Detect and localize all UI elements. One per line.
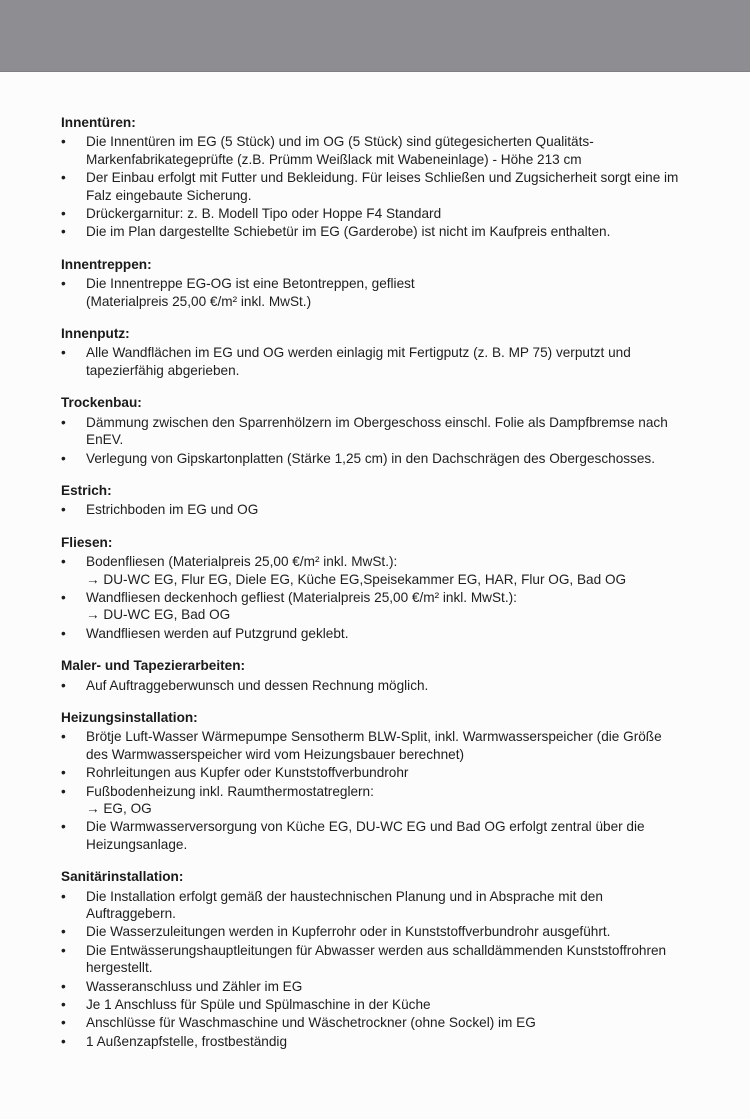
section-heading: Maler- und Tapezierarbeiten: — [61, 658, 246, 674]
list-item-line: Anschlüsse für Waschmaschine und Wäschetrockner (ohne Sockel) im EG — [86, 1015, 536, 1031]
list-item-line: Auftraggebern. — [86, 906, 176, 922]
list-item-line: Rohrleitungen aus Kupfer oder Kunststoffverbundrohr — [86, 765, 409, 781]
bullet-icon: • — [61, 997, 66, 1013]
bullet-icon: • — [61, 888, 66, 904]
list-item-line: Der Einbau erfolgt mit Futter und Bekleidung. Für leises Schließen und Zugsicherheit sorgt eine im — [86, 170, 679, 186]
bullet-icon: • — [61, 170, 66, 186]
bullet-icon: • — [61, 134, 66, 150]
list-item — [61, 996, 721, 1013]
section — [61, 534, 721, 642]
list-item — [61, 344, 721, 379]
section-heading: Innentreppen: — [61, 256, 152, 272]
list-item-line: (Materialpreis 25,00 €/m² inkl. MwSt.) — [86, 293, 312, 309]
list-item — [61, 764, 721, 781]
bullet-list — [61, 728, 721, 853]
bullet-icon: • — [61, 589, 66, 605]
list-item-line: Drückergarnitur: z. B. Modell Tipo oder Hoppe F4 Standard — [86, 206, 442, 222]
list-item-line: Die Entwässerungshauptleitungen für Abwasser werden aus schalldämmenden Kunststoffrohren — [86, 942, 667, 958]
list-item-line: Fußbodenheizung inkl. Raumthermostatreglern: — [86, 783, 374, 799]
list-item — [61, 205, 721, 222]
bullet-icon: • — [61, 677, 66, 693]
bullet-icon: • — [61, 450, 66, 466]
list-item — [61, 450, 721, 467]
list-item-line: Alle Wandflächen im EG und OG werden einlagig mit Fertigputz (z. B. MP 75) verputzt und — [86, 345, 631, 361]
list-item — [61, 223, 721, 240]
bullet-icon: • — [61, 924, 66, 940]
list-item — [61, 1033, 721, 1050]
list-item-line: Die Innentreppe EG-OG ist eine Betontreppen, gefliest — [86, 276, 415, 292]
list-item — [61, 169, 721, 204]
section — [61, 325, 721, 379]
list-item-line: Je 1 Anschluss für Spüle und Spülmaschine in der Küche — [86, 997, 431, 1013]
list-item-line: Wandfliesen werden auf Putzgrund geklebt. — [86, 625, 349, 641]
bullet-list — [61, 677, 721, 694]
bullet-list — [61, 275, 721, 310]
list-item-line: Die Innentüren im EG (5 Stück) und im OG (5 Stück) sind gütegesicherten Qualitäts- — [86, 134, 594, 150]
list-item — [61, 728, 721, 763]
section-heading: Innenputz: — [61, 326, 130, 342]
top-bar — [0, 0, 750, 72]
list-item — [61, 589, 721, 624]
list-item — [61, 783, 721, 818]
bullet-icon: • — [61, 1033, 66, 1049]
list-item — [61, 942, 721, 977]
list-item-line: → DU-WC EG, Bad OG — [86, 607, 231, 623]
section-heading: Trockenbau: — [61, 395, 142, 411]
list-item-line: Die Installation erfolgt gemäß der haustechnischen Planung und in Absprache mit den — [86, 888, 603, 904]
bullet-icon: • — [61, 1015, 66, 1031]
list-item — [61, 818, 721, 853]
bullet-icon: • — [61, 414, 66, 430]
bullet-icon: • — [61, 783, 66, 799]
list-item-line: Wandfliesen deckenhoch gefliest (Materialpreis 25,00 €/m² inkl. MwSt.): — [86, 589, 517, 605]
section — [61, 114, 721, 241]
bullet-icon: • — [61, 819, 66, 835]
section — [61, 657, 721, 694]
bullet-icon: • — [61, 206, 66, 222]
section-heading: Sanitärinstallation: — [61, 869, 184, 885]
bullet-list — [61, 888, 721, 1051]
bullet-list — [61, 501, 721, 518]
list-item-line: → EG, OG — [86, 801, 152, 816]
list-item — [61, 677, 721, 694]
bullet-list — [61, 133, 721, 240]
bullet-icon: • — [61, 224, 66, 240]
list-item-line: hergestellt. — [86, 960, 153, 976]
list-item — [61, 888, 721, 923]
list-item-line: → DU-WC EG, Flur EG, Diele EG, Küche EG,Speisekammer EG, HAR, Flur OG, Bad OG — [86, 571, 627, 587]
section-heading: Heizungsinstallation: — [61, 709, 198, 725]
section-heading: Estrich: — [61, 482, 112, 498]
section-heading: Innentüren: — [61, 115, 136, 130]
bullet-icon: • — [61, 502, 66, 518]
list-item — [61, 923, 721, 940]
list-item — [61, 1014, 721, 1031]
section — [61, 709, 721, 853]
section-heading: Fliesen: — [61, 534, 113, 550]
list-item-line: 1 Außenzapfstelle, frostbeständig — [86, 1033, 288, 1049]
list-item-line: Die im Plan dargestellte Schiebetür im EG (Garderobe) ist nicht im Kaufpreis enthalten. — [86, 224, 611, 240]
list-item-line: Markenfabrikategeprüfte (z.B. Prümm Weißlack mit Wabeneinlage) - Höhe 213 cm — [86, 151, 582, 167]
list-item-line: Brötje Luft-Wasser Wärmepumpe Sensotherm BLW-Split, inkl. Warmwasserspeicher (die Größe — [86, 729, 662, 745]
section — [61, 482, 721, 519]
list-item — [61, 553, 721, 588]
bullet-icon: • — [61, 554, 66, 570]
bullet-list — [61, 553, 721, 642]
bullet-list — [61, 344, 721, 379]
list-item-line: Wasseranschluss und Zähler im EG — [86, 978, 303, 994]
list-item — [61, 275, 721, 310]
list-item — [61, 414, 721, 449]
bullet-icon: • — [61, 345, 66, 361]
list-item-line: Estrichboden im EG und OG — [86, 502, 259, 518]
list-item-line: Verlegung von Gipskartonplatten (Stärke 1,25 cm) in den Dachschrägen des Obergeschosses. — [86, 450, 655, 466]
list-item-line: tapezierfähig abgerieben. — [86, 362, 240, 378]
bullet-list — [61, 414, 721, 467]
list-item-line: Heizungsanlage. — [86, 836, 188, 852]
list-item-line: des Warmwasserspeicher wird vom Heizungsbauer berechnet) — [86, 746, 465, 762]
bullet-icon: • — [61, 978, 66, 994]
bullet-icon: • — [61, 765, 66, 781]
list-item-line: Bodenfliesen (Materialpreis 25,00 €/m² inkl. MwSt.): — [86, 554, 398, 570]
section — [61, 256, 721, 310]
list-item-line: EnEV. — [86, 432, 124, 448]
list-item-line: Falz eingebaute Sicherung. — [86, 187, 252, 203]
section — [61, 394, 721, 467]
list-item-line: Die Wasserzuleitungen werden in Kupferrohr oder in Kunststoffverbundrohr ausgeführt. — [86, 924, 611, 940]
list-item-line: Die Warmwasserversorgung von Küche EG, DU-WC EG und Bad OG erfolgt zentral über die — [86, 819, 645, 835]
section — [61, 868, 721, 1050]
bullet-icon: • — [61, 276, 66, 292]
list-item — [61, 625, 721, 642]
document-content — [61, 114, 721, 1065]
list-item — [61, 501, 721, 518]
list-item — [61, 978, 721, 995]
bullet-icon: • — [61, 942, 66, 958]
list-item-line: Auf Auftraggeberwunsch und dessen Rechnung möglich. — [86, 677, 429, 693]
list-item-line: Dämmung zwischen den Sparrenhölzern im Obergeschoss einschl. Folie als Dampfbremse nach — [86, 414, 668, 430]
bullet-icon: • — [61, 729, 66, 745]
bullet-icon: • — [61, 625, 66, 641]
list-item — [61, 133, 721, 168]
